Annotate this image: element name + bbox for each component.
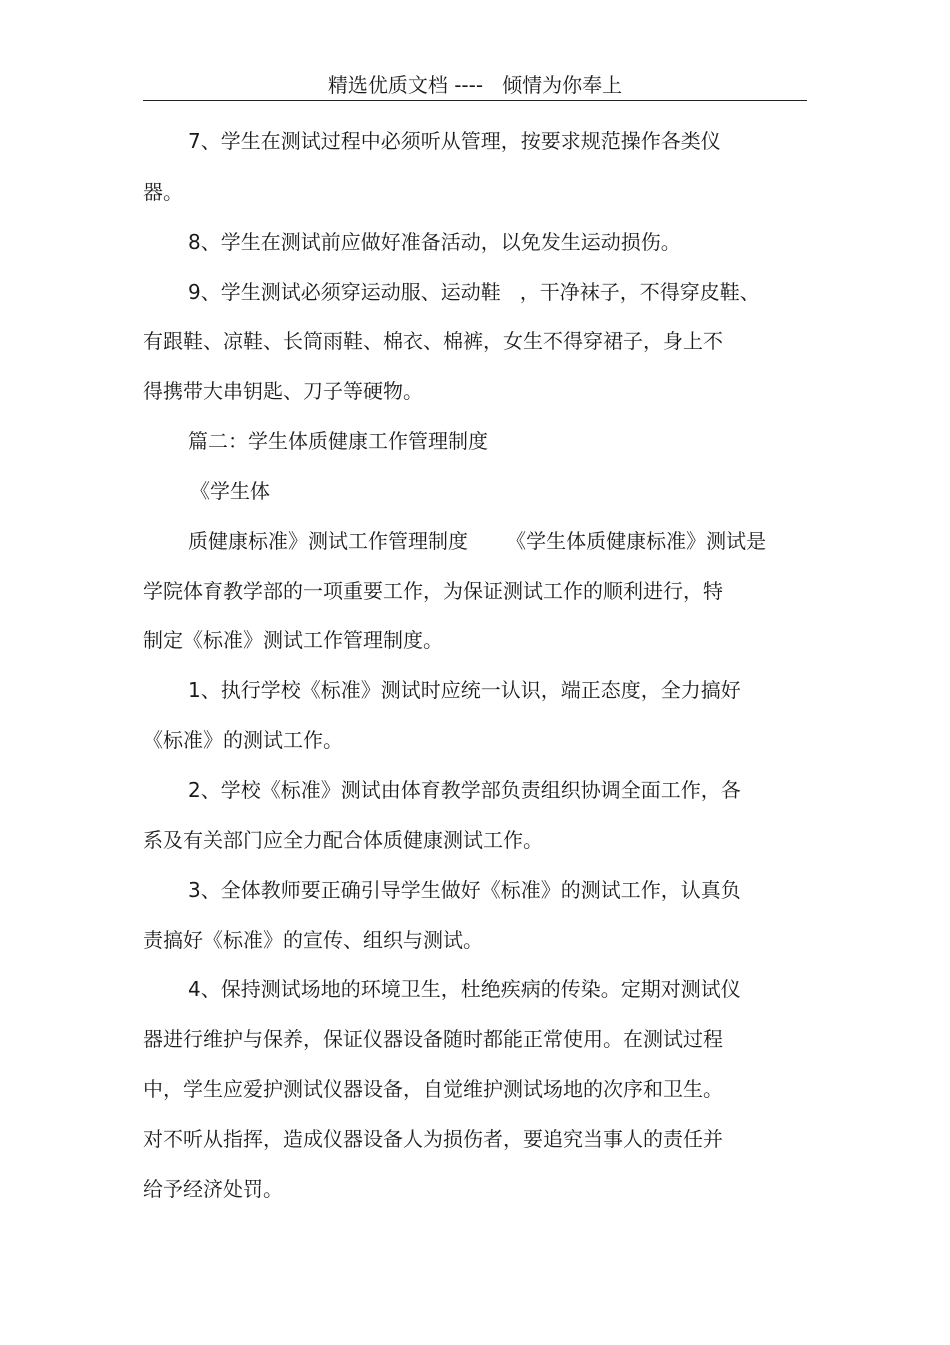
section-heading: 篇二：学生体质健康工作管理制度 <box>188 429 488 453</box>
text-line: 得携带大串钥匙、刀子等硬物。 <box>143 379 423 403</box>
text-line: 7、学生在测试过程中必须听从管理，按要求规范操作各类仪 <box>188 129 721 153</box>
text-line: 学院体育教学部的一项重要工作，为保证测试工作的顺利进行，特 <box>143 579 723 603</box>
text-line: 质健康标准》测试工作管理制度 《学生体质健康标准》测试是 <box>188 529 767 553</box>
text-line: 《学生体 <box>190 479 270 503</box>
text-line: 对不听从指挥，造成仪器设备人为损伤者，要追究当事人的责任并 <box>143 1127 723 1151</box>
header-divider <box>143 100 807 101</box>
text-line: 器。 <box>143 180 183 204</box>
text-line: 责搞好《标准》的宣传、组织与测试。 <box>143 928 483 952</box>
text-line: 有跟鞋、凉鞋、长筒雨鞋、棉衣、棉裤，女生不得穿裙子，身上不 <box>143 329 723 353</box>
text-line: 《标准》的测试工作。 <box>143 728 343 752</box>
text-line: 中，学生应爱护测试仪器设备，自觉维护测试场地的次序和卫生。 <box>143 1077 723 1101</box>
page-header: 精选优质文档 ---- 倾情为你奉上 <box>327 73 623 97</box>
text-line: 制定《标准》测试工作管理制度。 <box>143 628 443 652</box>
text-line: 1、执行学校《标准》测试时应统一认识，端正态度，全力搞好 <box>188 678 741 702</box>
text-line: 给予经济处罚。 <box>143 1177 283 1201</box>
text-line: 系及有关部门应全力配合体质健康测试工作。 <box>143 828 543 852</box>
text-line: 8、学生在测试前应做好准备活动，以免发生运动损伤。 <box>188 230 681 254</box>
text-line: 2、学校《标准》测试由体育教学部负责组织协调全面工作，各 <box>188 778 741 802</box>
text-line: 3、全体教师要正确引导学生做好《标准》的测试工作，认真负 <box>188 878 741 902</box>
text-line: 器进行维护与保养，保证仪器设备随时都能正常使用。在测试过程 <box>143 1027 723 1051</box>
text-line: 4、保持测试场地的环境卫生，杜绝疾病的传染。定期对测试仪 <box>188 977 741 1001</box>
text-line: 9、学生测试必须穿运动服、运动鞋 ，干净袜子，不得穿皮鞋、 <box>188 280 760 304</box>
